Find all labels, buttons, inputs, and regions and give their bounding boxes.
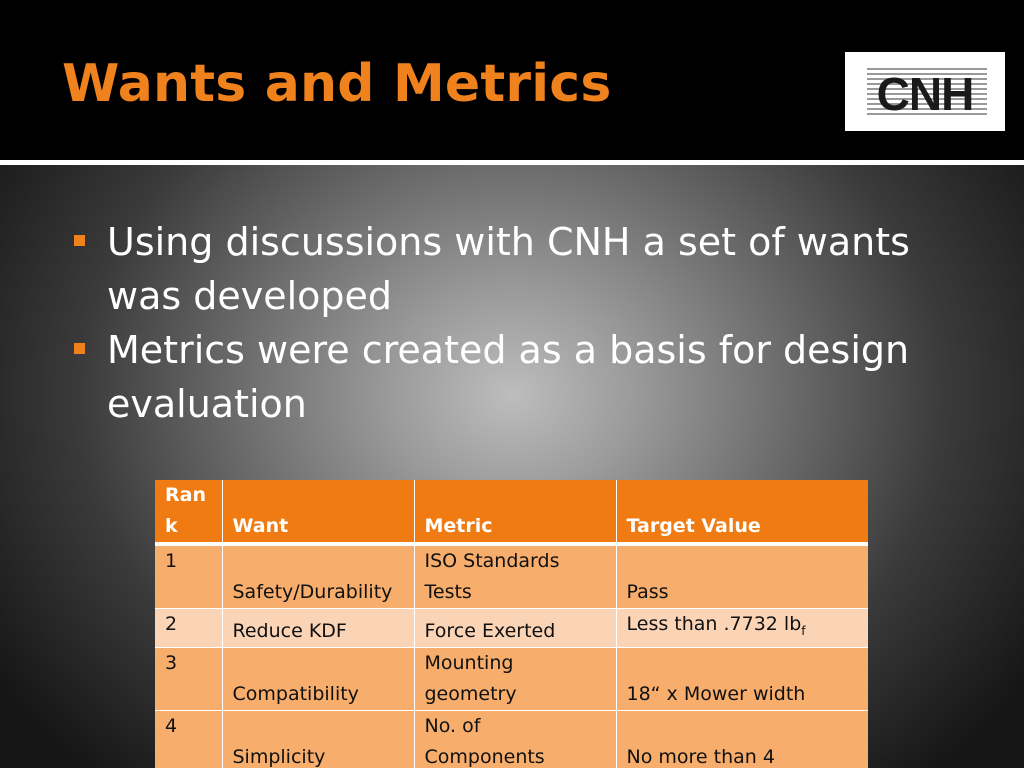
logo-wordmark: CNH <box>876 68 974 120</box>
bullet-item <box>74 215 954 323</box>
cell-want: Reduce KDF <box>222 609 414 648</box>
bullet-list <box>74 215 954 431</box>
cell-rank: 4 <box>155 710 222 768</box>
cell-rank: 3 <box>155 647 222 710</box>
target-text: Less than .7732 lb <box>626 613 802 635</box>
cell-target: Pass <box>626 581 669 603</box>
bullet-square-icon <box>74 343 85 354</box>
header-want: Want <box>222 480 414 544</box>
cell-want: Safety/Durability <box>222 544 414 609</box>
cell-target: 18“ x Mower width <box>626 682 806 705</box>
header-target-value: Target Value <box>616 480 868 544</box>
table-row <box>155 544 868 609</box>
cell-rank: 2 <box>155 609 222 648</box>
table-row <box>155 647 868 710</box>
cell-target: No more than 4 <box>626 745 775 768</box>
target-subscript: f <box>801 623 806 638</box>
cell-target <box>616 609 868 648</box>
table-row <box>155 710 868 768</box>
cnh-logo <box>845 52 1005 131</box>
bullet-text: Using discussions with CNH a set of wants was developed <box>107 220 910 318</box>
cell-metric: No. of Components <box>414 710 616 768</box>
header-rank: Rank <box>155 480 222 544</box>
cell-want: Compatibility <box>222 647 414 710</box>
title-bar <box>0 0 1024 160</box>
bullet-text: Metrics were created as a basis for design evaluation <box>107 328 910 426</box>
cell-want: Simplicity <box>222 710 414 768</box>
header-metric: Metric <box>414 480 616 544</box>
table-header-row <box>155 480 868 544</box>
bullet-item <box>74 323 954 431</box>
slide-content <box>0 165 1024 768</box>
wants-metrics-table <box>155 480 868 768</box>
slide-title: Wants and Metrics <box>62 54 612 114</box>
bullet-square-icon <box>74 235 85 246</box>
cell-metric: ISO Standards Tests <box>414 544 616 609</box>
cell-metric: Force Exerted <box>414 609 616 648</box>
table-row <box>155 609 868 648</box>
cell-metric: Mounting geometry <box>414 647 616 710</box>
cell-rank: 1 <box>155 544 222 609</box>
